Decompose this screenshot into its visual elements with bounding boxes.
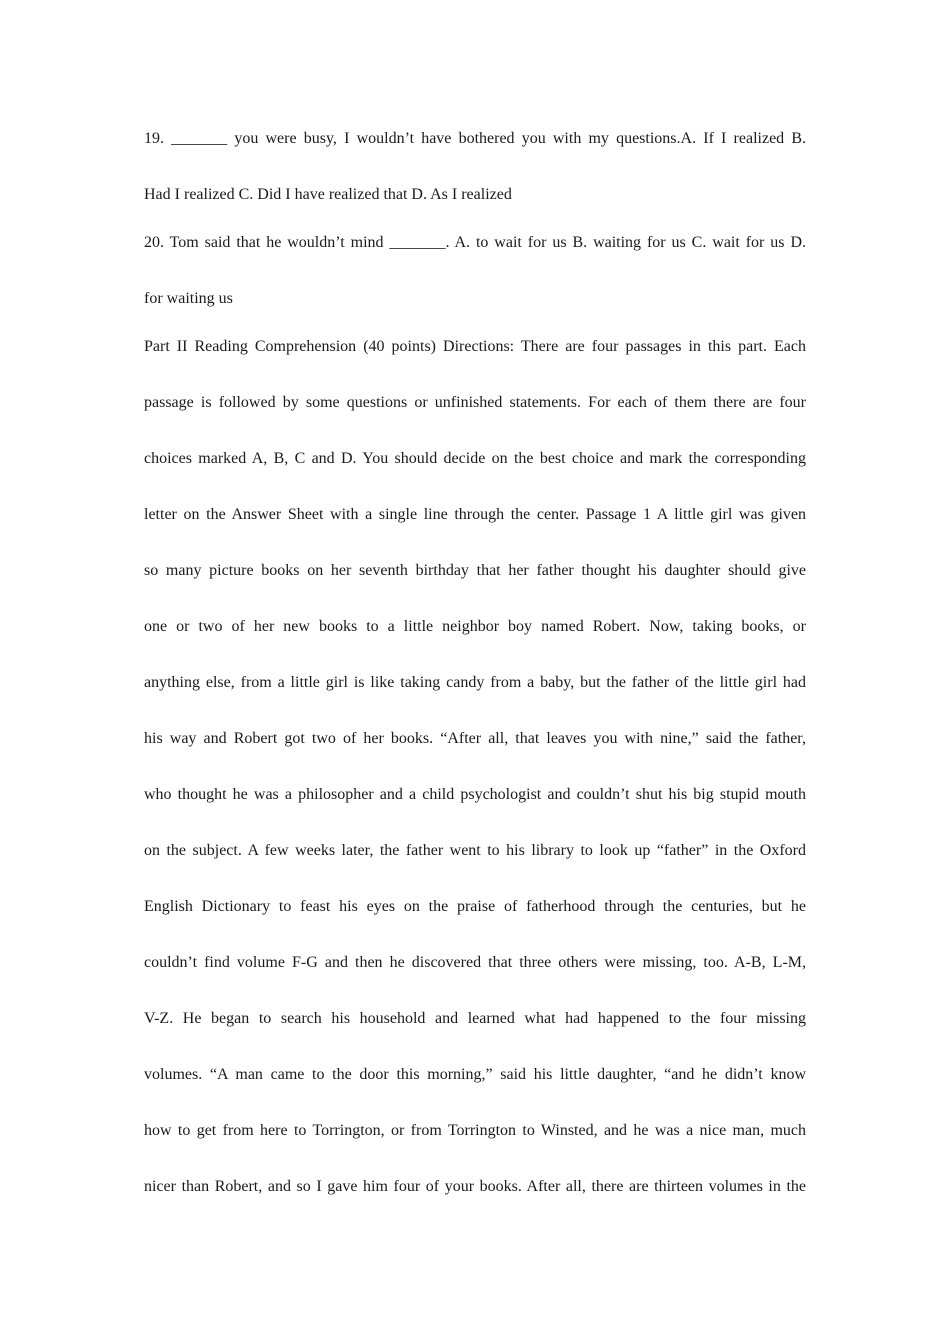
reading-line-5: so many picture books on her seventh birthday that her father thought his daughter should give [144,562,806,579]
reading-line-3: choices marked A, B, C and D. You should decide on the best choice and mark the corresponding [144,450,806,467]
question-19-line-2: Had I realized C. Did I have realized that D. As I realized [144,186,512,203]
reading-line-13: V-Z. He began to search his household and learned what had happened to the four missing [144,1010,806,1027]
reading-line-9: who thought he was a philosopher and a child psychologist and couldn’t shut his big stupid mouth [144,786,806,803]
question-19-line-1: 19. _______ you were busy, I wouldn’t have bothered you with my questions.A. If I realized B. [144,130,806,147]
reading-line-11: English Dictionary to feast his eyes on the praise of fatherhood through the centuries, but he [144,898,806,915]
reading-line-12: couldn’t find volume F-G and then he discovered that three others were missing, too. A-B, L-M, [144,954,806,971]
reading-line-6: one or two of her new books to a little neighbor boy named Robert. Now, taking books, or [144,618,806,635]
reading-line-7: anything else, from a little girl is like taking candy from a baby, but the father of the little girl had [144,674,806,691]
reading-line-14: volumes. “A man came to the door this morning,” said his little daughter, “and he didn’t know [144,1066,806,1083]
reading-line-16: nicer than Robert, and so I gave him four of your books. After all, there are thirteen volumes in the [144,1178,806,1195]
reading-line-8: his way and Robert got two of her books. “After all, that leaves you with nine,” said the father, [144,730,806,747]
reading-line-10: on the subject. A few weeks later, the father went to his library to look up “father” in the Oxford [144,842,806,859]
reading-line-1: Part II Reading Comprehension (40 points) Directions: There are four passages in this part. Each [144,338,806,355]
reading-line-15: how to get from here to Torrington, or from Torrington to Winsted, and he was a nice man, much [144,1122,806,1139]
reading-line-2: passage is followed by some questions or unfinished statements. For each of them there are four [144,394,806,411]
question-20-line-2: for waiting us [144,290,233,307]
reading-line-4: letter on the Answer Sheet with a single line through the center. Passage 1 A little girl was given [144,506,806,523]
question-20-line-1: 20. Tom said that he wouldn’t mind _______. A. to wait for us B. waiting for us C. wait for us D. [144,234,806,251]
